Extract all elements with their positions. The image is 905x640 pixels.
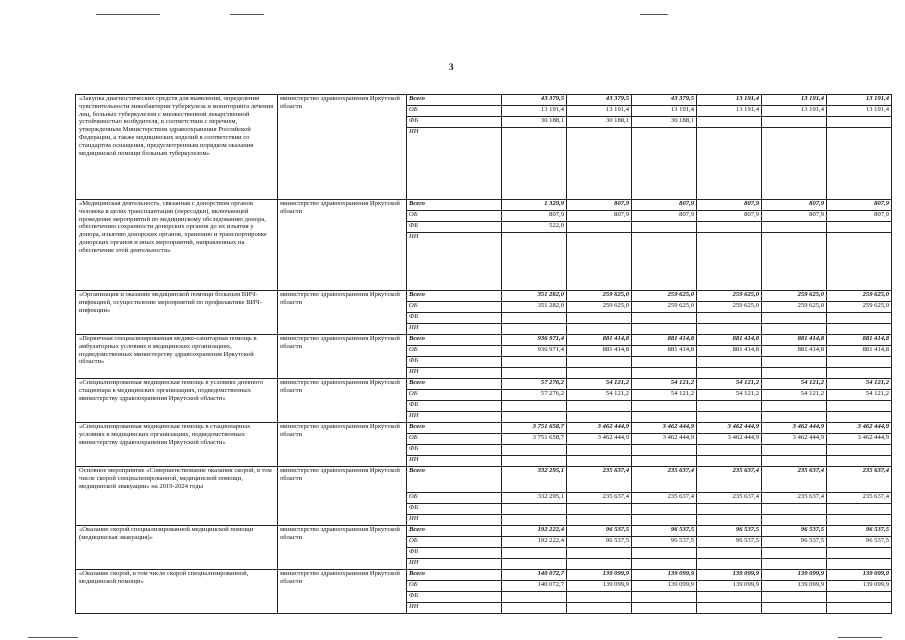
- amount-cell: [827, 559, 892, 570]
- amount-cell: 139 099,9: [827, 570, 892, 581]
- amount-cell: 54 121,2: [762, 390, 827, 401]
- amount-cell: 235 637,4: [827, 493, 892, 504]
- amount-cell: [762, 313, 827, 324]
- funding-source: ОБ: [407, 390, 502, 401]
- amount-cell: 139 099,9: [762, 570, 827, 581]
- responsible-executor: министерство здравоохранения Иркутской области: [278, 200, 407, 291]
- amount-cell: 43 379,5: [502, 95, 567, 106]
- budget-table-body: [76, 95, 892, 614]
- amount-cell: [762, 592, 827, 603]
- amount-cell: [567, 515, 632, 526]
- amount-cell: 13 191,4: [567, 106, 632, 117]
- amount-cell: 807,9: [697, 200, 762, 211]
- amount-cell: [827, 592, 892, 603]
- amount-cell: [567, 368, 632, 379]
- amount-cell: [567, 128, 632, 200]
- funding-source: ИИ: [407, 128, 502, 200]
- amount-cell: 13 191,4: [762, 95, 827, 106]
- amount-cell: 54 121,2: [762, 379, 827, 390]
- amount-cell: 807,9: [762, 200, 827, 211]
- amount-cell: 807,9: [762, 211, 827, 222]
- amount-cell: 807,9: [632, 200, 697, 211]
- funding-source: Всего: [407, 526, 502, 537]
- amount-cell: 3 462 444,9: [632, 423, 697, 434]
- amount-cell: 881 414,8: [762, 346, 827, 357]
- amount-cell: [762, 445, 827, 456]
- amount-cell: [697, 128, 762, 200]
- table-row-total: [76, 95, 892, 106]
- amount-cell: 96 537,5: [632, 526, 697, 537]
- amount-cell: 13 191,4: [762, 106, 827, 117]
- table-row-total: [76, 291, 892, 302]
- amount-cell: 96 537,5: [567, 537, 632, 548]
- amount-cell: [762, 456, 827, 467]
- amount-cell: [697, 357, 762, 368]
- amount-cell: 807,9: [502, 211, 567, 222]
- amount-cell: 936 971,4: [502, 346, 567, 357]
- amount-cell: [502, 445, 567, 456]
- amount-cell: 3 462 444,9: [697, 434, 762, 445]
- amount-cell: [502, 504, 567, 515]
- amount-cell: 140 072,7: [502, 581, 567, 592]
- amount-cell: 259 625,0: [827, 291, 892, 302]
- amount-cell: [502, 603, 567, 614]
- funding-source: ИИ: [407, 233, 502, 291]
- amount-cell: [632, 592, 697, 603]
- amount-cell: [632, 357, 697, 368]
- amount-cell: 139 099,9: [697, 570, 762, 581]
- amount-cell: [697, 548, 762, 559]
- amount-cell: 3 462 444,9: [827, 434, 892, 445]
- funding-source: Всего: [407, 335, 502, 346]
- amount-cell: [762, 548, 827, 559]
- amount-cell: 235 637,4: [762, 467, 827, 493]
- amount-cell: 57 276,2: [502, 390, 567, 401]
- amount-cell: [567, 445, 632, 456]
- amount-cell: [827, 603, 892, 614]
- amount-cell: [827, 548, 892, 559]
- amount-cell: [632, 222, 697, 233]
- amount-cell: 807,9: [632, 211, 697, 222]
- amount-cell: 96 537,5: [827, 526, 892, 537]
- activity-description: «Закупка диагностических средств для выявления, определения чувствительности микобактерии туберкулеза и мониторинга лечения лиц, больных туберкулезом с множественной лекарственной устойчивостью возбудителя, в соответствии с перечнем, утвержденным Министерством здравоохранения Российской Федерации, а также медицинских изделий в соответствии со стандартом оснащения, предусмотренным порядком оказания медицинской помощи больным туберкулезом»: [76, 95, 278, 200]
- amount-cell: [632, 313, 697, 324]
- activity-description: Основное мероприятие «Совершенствование оказания скорой, в том числе скорой специализированной, медицинской помощи, медицинской эвакуации» на 2019-2024 годы: [76, 467, 278, 526]
- amount-cell: [567, 401, 632, 412]
- amount-cell: 3 462 444,9: [697, 423, 762, 434]
- amount-cell: [697, 592, 762, 603]
- funding-source: Всего: [407, 423, 502, 434]
- table-row-total: [76, 379, 892, 390]
- amount-cell: [827, 357, 892, 368]
- amount-cell: [632, 559, 697, 570]
- amount-cell: [567, 548, 632, 559]
- table-row-total: [76, 570, 892, 581]
- amount-cell: 3 462 444,9: [762, 423, 827, 434]
- amount-cell: [567, 412, 632, 423]
- funding-source: ФБ: [407, 313, 502, 324]
- activity-description: «Оказание скорой специализированной медицинской помощи (медицинская эвакуация)»: [76, 526, 278, 570]
- amount-cell: 259 625,0: [762, 291, 827, 302]
- amount-cell: 522,0: [502, 222, 567, 233]
- amount-cell: [567, 603, 632, 614]
- amount-cell: 3 462 444,9: [632, 434, 697, 445]
- amount-cell: 235 637,4: [632, 493, 697, 504]
- amount-cell: 259 625,0: [632, 302, 697, 313]
- amount-cell: 1 329,9: [502, 200, 567, 211]
- amount-cell: [827, 222, 892, 233]
- amount-cell: [502, 401, 567, 412]
- amount-cell: 259 625,0: [827, 302, 892, 313]
- amount-cell: 332 295,1: [502, 493, 567, 504]
- amount-cell: 139 099,9: [697, 581, 762, 592]
- amount-cell: 96 537,5: [762, 537, 827, 548]
- amount-cell: [567, 357, 632, 368]
- funding-source: ОБ: [407, 302, 502, 313]
- amount-cell: 43 379,5: [567, 95, 632, 106]
- amount-cell: 13 191,4: [827, 95, 892, 106]
- amount-cell: 54 121,2: [567, 379, 632, 390]
- amount-cell: [502, 357, 567, 368]
- amount-cell: [632, 456, 697, 467]
- amount-cell: [762, 559, 827, 570]
- amount-cell: 881 414,8: [762, 335, 827, 346]
- amount-cell: 881 414,8: [632, 335, 697, 346]
- amount-cell: 96 537,5: [827, 537, 892, 548]
- amount-cell: 235 637,4: [567, 493, 632, 504]
- amount-cell: [632, 603, 697, 614]
- amount-cell: 807,9: [567, 200, 632, 211]
- amount-cell: 13 191,4: [827, 106, 892, 117]
- responsible-executor: министерство здравоохранения Иркутской области: [278, 467, 407, 526]
- funding-source: Всего: [407, 570, 502, 581]
- amount-cell: 13 191,4: [502, 106, 567, 117]
- amount-cell: [632, 504, 697, 515]
- amount-cell: 54 121,2: [827, 390, 892, 401]
- responsible-executor: министерство здравоохранения Иркутской области: [278, 291, 407, 335]
- amount-cell: 43 379,5: [632, 95, 697, 106]
- table-row-total: [76, 200, 892, 211]
- funding-source: ИИ: [407, 456, 502, 467]
- activity-description: «Специализированная медицинская помощь в условиях дневного стационара в медицинских организациях, подведомственных министерству здравоохранения Иркутской области»: [76, 379, 278, 423]
- amount-cell: 96 537,5: [567, 526, 632, 537]
- amount-cell: [502, 324, 567, 335]
- amount-cell: 30 188,1: [502, 117, 567, 128]
- amount-cell: 3 751 658,7: [502, 434, 567, 445]
- table-row-total: [76, 423, 892, 434]
- funding-source: ФБ: [407, 504, 502, 515]
- amount-cell: 3 462 444,9: [567, 423, 632, 434]
- amount-cell: [502, 515, 567, 526]
- amount-cell: [697, 117, 762, 128]
- amount-cell: [762, 368, 827, 379]
- amount-cell: 3 751 658,7: [502, 423, 567, 434]
- amount-cell: 881 414,8: [827, 346, 892, 357]
- amount-cell: [632, 445, 697, 456]
- funding-source: Всего: [407, 467, 502, 493]
- amount-cell: 140 072,7: [502, 570, 567, 581]
- amount-cell: [827, 445, 892, 456]
- amount-cell: 807,9: [697, 211, 762, 222]
- amount-cell: [697, 515, 762, 526]
- amount-cell: 881 414,8: [697, 346, 762, 357]
- amount-cell: [567, 456, 632, 467]
- amount-cell: 139 099,9: [632, 581, 697, 592]
- amount-cell: [632, 128, 697, 200]
- amount-cell: 54 121,2: [567, 390, 632, 401]
- page-number: 3: [449, 62, 454, 72]
- amount-cell: [827, 117, 892, 128]
- amount-cell: [502, 548, 567, 559]
- scan-artifact-line: [28, 637, 78, 638]
- funding-source: ОБ: [407, 434, 502, 445]
- amount-cell: 807,9: [827, 211, 892, 222]
- amount-cell: 192 222,4: [502, 537, 567, 548]
- amount-cell: 235 637,4: [697, 467, 762, 493]
- funding-source: ОБ: [407, 346, 502, 357]
- responsible-executor: министерство здравоохранения Иркутской области: [278, 570, 407, 614]
- funding-source: Всего: [407, 291, 502, 302]
- amount-cell: [762, 324, 827, 335]
- amount-cell: 259 625,0: [567, 302, 632, 313]
- scan-artifact-line: [640, 14, 668, 15]
- table-row-total: [76, 467, 892, 493]
- amount-cell: [762, 412, 827, 423]
- amount-cell: [762, 357, 827, 368]
- amount-cell: [697, 603, 762, 614]
- amount-cell: [632, 548, 697, 559]
- amount-cell: 96 537,5: [697, 537, 762, 548]
- funding-source: ОБ: [407, 211, 502, 222]
- funding-source: ОБ: [407, 581, 502, 592]
- responsible-executor: министерство здравоохранения Иркутской области: [278, 379, 407, 423]
- amount-cell: [632, 401, 697, 412]
- amount-cell: [762, 603, 827, 614]
- amount-cell: 881 414,8: [567, 335, 632, 346]
- responsible-executor: министерство здравоохранения Иркутской области: [278, 423, 407, 467]
- funding-source: ОБ: [407, 493, 502, 504]
- amount-cell: 13 191,4: [632, 106, 697, 117]
- funding-source: Всего: [407, 95, 502, 106]
- responsible-executor: министерство здравоохранения Иркутской области: [278, 526, 407, 570]
- amount-cell: [697, 401, 762, 412]
- funding-source: ФБ: [407, 117, 502, 128]
- amount-cell: 139 099,9: [567, 581, 632, 592]
- amount-cell: [827, 515, 892, 526]
- amount-cell: 54 121,2: [632, 390, 697, 401]
- amount-cell: 3 462 444,9: [567, 434, 632, 445]
- amount-cell: [697, 504, 762, 515]
- funding-source: ИИ: [407, 412, 502, 423]
- amount-cell: [827, 504, 892, 515]
- amount-cell: [567, 559, 632, 570]
- funding-source: ОБ: [407, 106, 502, 117]
- amount-cell: 259 625,0: [697, 291, 762, 302]
- funding-source: ИИ: [407, 515, 502, 526]
- amount-cell: 259 625,0: [567, 291, 632, 302]
- amount-cell: [632, 412, 697, 423]
- amount-cell: [762, 504, 827, 515]
- amount-cell: 30 188,1: [567, 117, 632, 128]
- amount-cell: 30 188,1: [632, 117, 697, 128]
- amount-cell: [762, 222, 827, 233]
- amount-cell: [697, 313, 762, 324]
- funding-source: ИИ: [407, 368, 502, 379]
- amount-cell: [502, 233, 567, 291]
- funding-source: ФБ: [407, 401, 502, 412]
- funding-source: ФБ: [407, 548, 502, 559]
- activity-description: «Первичная специализированная медико-санитарная помощь в амбулаторных условиях в медицинских организациях, подведомственных министерству здравоохранения Иркутской области»: [76, 335, 278, 379]
- amount-cell: [827, 456, 892, 467]
- amount-cell: [827, 313, 892, 324]
- budget-table: [75, 94, 892, 614]
- amount-cell: 235 637,4: [697, 493, 762, 504]
- amount-cell: [827, 368, 892, 379]
- amount-cell: 3 462 444,9: [827, 423, 892, 434]
- amount-cell: 235 637,4: [567, 467, 632, 493]
- amount-cell: 54 121,2: [697, 379, 762, 390]
- amount-cell: 54 121,2: [827, 379, 892, 390]
- amount-cell: [762, 515, 827, 526]
- amount-cell: [697, 233, 762, 291]
- amount-cell: 332 295,1: [502, 467, 567, 493]
- amount-cell: 139 099,9: [762, 581, 827, 592]
- table-row-total: [76, 335, 892, 346]
- funding-source: ФБ: [407, 445, 502, 456]
- funding-source: ИИ: [407, 324, 502, 335]
- amount-cell: [632, 324, 697, 335]
- scan-artifact-line: [230, 14, 264, 15]
- amount-cell: [697, 368, 762, 379]
- amount-cell: [762, 117, 827, 128]
- amount-cell: 54 121,2: [632, 379, 697, 390]
- responsible-executor: министерство здравоохранения Иркутской области: [278, 95, 407, 200]
- funding-source: ФБ: [407, 357, 502, 368]
- amount-cell: [567, 233, 632, 291]
- amount-cell: 259 625,0: [632, 291, 697, 302]
- amount-cell: 57 276,2: [502, 379, 567, 390]
- amount-cell: [632, 515, 697, 526]
- amount-cell: 96 537,5: [762, 526, 827, 537]
- amount-cell: 235 637,4: [762, 493, 827, 504]
- amount-cell: [502, 128, 567, 200]
- funding-source: ОБ: [407, 537, 502, 548]
- funding-source: ФБ: [407, 222, 502, 233]
- amount-cell: 96 537,5: [632, 537, 697, 548]
- amount-cell: [762, 401, 827, 412]
- amount-cell: 881 414,8: [632, 346, 697, 357]
- amount-cell: [632, 233, 697, 291]
- responsible-executor: министерство здравоохранения Иркутской области: [278, 335, 407, 379]
- amount-cell: [697, 559, 762, 570]
- table-row-total: [76, 526, 892, 537]
- activity-description: «Медицинская деятельность, связанная с донорством органов человека в целях трансплантации (пересадки), включающей проведение мероприятий по медицинскому обследованию донора, обеспечению сохранности донорских органов до их изъятия у донора, изъятию донорских органов, хранению и транспортировке донорских органов и иных мероприятий, направленных на обеспечение этой деятельности»: [76, 200, 278, 291]
- funding-source: Всего: [407, 379, 502, 390]
- amount-cell: [697, 445, 762, 456]
- amount-cell: [502, 368, 567, 379]
- scan-artifact-line: [838, 637, 882, 638]
- amount-cell: [762, 128, 827, 200]
- amount-cell: [827, 401, 892, 412]
- amount-cell: 259 625,0: [697, 302, 762, 313]
- amount-cell: 192 222,4: [502, 526, 567, 537]
- amount-cell: 881 414,8: [697, 335, 762, 346]
- amount-cell: 807,9: [827, 200, 892, 211]
- amount-cell: 139 099,9: [567, 570, 632, 581]
- amount-cell: 936 971,4: [502, 335, 567, 346]
- amount-cell: 96 537,5: [697, 526, 762, 537]
- funding-source: ФБ: [407, 592, 502, 603]
- amount-cell: [762, 233, 827, 291]
- amount-cell: 54 121,2: [697, 390, 762, 401]
- amount-cell: [697, 412, 762, 423]
- amount-cell: [567, 504, 632, 515]
- amount-cell: 881 414,8: [567, 346, 632, 357]
- amount-cell: 881 414,8: [827, 335, 892, 346]
- amount-cell: [827, 233, 892, 291]
- amount-cell: 235 637,4: [827, 467, 892, 493]
- amount-cell: [502, 313, 567, 324]
- amount-cell: 351 282,0: [502, 291, 567, 302]
- activity-description: «Оказание скорой, в том числе скорой специализированной, медицинской помощи»: [76, 570, 278, 614]
- amount-cell: 13 191,4: [697, 106, 762, 117]
- amount-cell: [632, 368, 697, 379]
- amount-cell: 139 099,9: [827, 581, 892, 592]
- amount-cell: [567, 222, 632, 233]
- amount-cell: 3 462 444,9: [762, 434, 827, 445]
- amount-cell: [697, 456, 762, 467]
- amount-cell: [502, 412, 567, 423]
- amount-cell: [567, 324, 632, 335]
- amount-cell: [697, 222, 762, 233]
- activity-description: «Специализированная медицинская помощь в стационарных условиях в медицинских организациях, подведомственных министерству здравоохранения Иркутской области»: [76, 423, 278, 467]
- amount-cell: 807,9: [567, 211, 632, 222]
- scan-artifact-line: [96, 14, 160, 15]
- funding-source: ИИ: [407, 559, 502, 570]
- amount-cell: [827, 128, 892, 200]
- amount-cell: [567, 313, 632, 324]
- amount-cell: 259 625,0: [762, 302, 827, 313]
- amount-cell: [502, 592, 567, 603]
- amount-cell: 13 191,4: [697, 95, 762, 106]
- amount-cell: [502, 559, 567, 570]
- funding-source: ИИ: [407, 603, 502, 614]
- amount-cell: [827, 412, 892, 423]
- amount-cell: [827, 324, 892, 335]
- funding-source: Всего: [407, 200, 502, 211]
- amount-cell: [697, 324, 762, 335]
- amount-cell: [502, 456, 567, 467]
- amount-cell: 235 637,4: [632, 467, 697, 493]
- amount-cell: [567, 592, 632, 603]
- amount-cell: 139 099,9: [632, 570, 697, 581]
- activity-description: «Организация и оказание медицинской помощи больным ВИЧ-инфекцией, осуществление мероприятий по профилактике ВИЧ-инфекции»: [76, 291, 278, 335]
- amount-cell: 351 282,0: [502, 302, 567, 313]
